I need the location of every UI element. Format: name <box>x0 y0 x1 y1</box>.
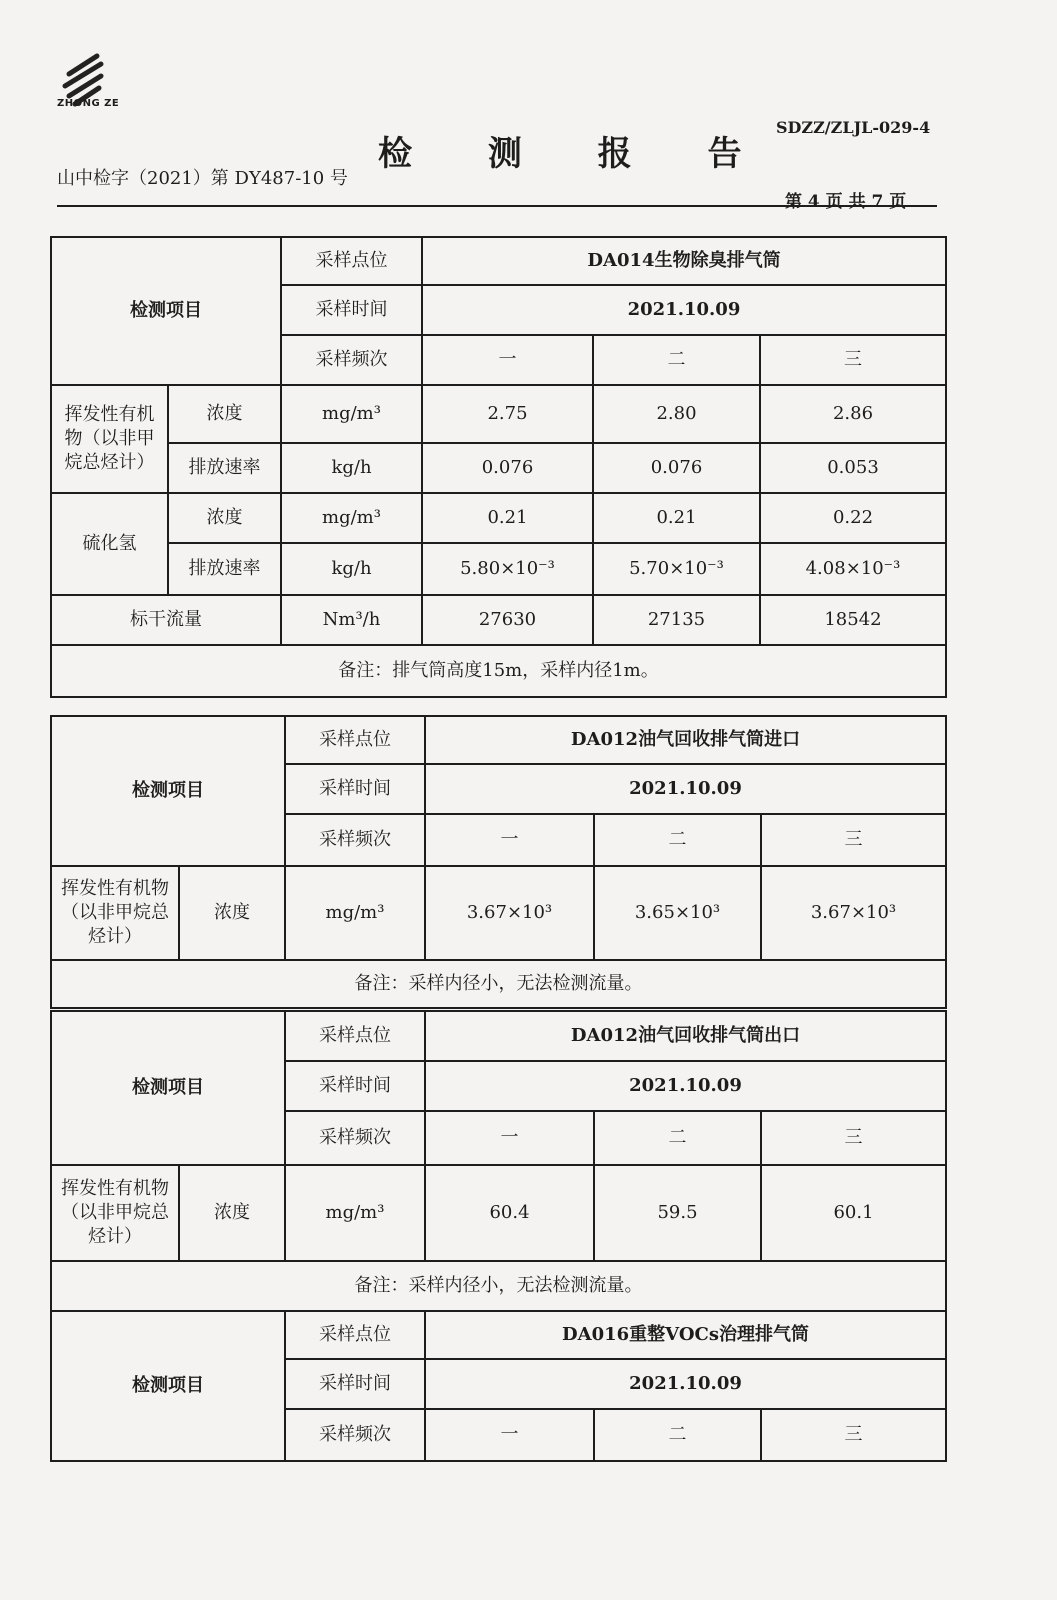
point-label: 采样点位 <box>285 1311 425 1359</box>
time-label: 采样时间 <box>285 1359 425 1409</box>
document-code: SDZZ/ZLJL-029-4 <box>776 118 931 137</box>
time-label: 采样时间 <box>281 285 422 335</box>
value-cell: 0.21 <box>422 493 593 543</box>
logo-text: ZHONG ZE <box>57 98 120 109</box>
item-header: 检测项目 <box>51 716 285 866</box>
value-cell: 27135 <box>593 595 760 645</box>
sampling-point: DA012油气回收排气筒出口 <box>425 1011 946 1061</box>
value-cell: 0.22 <box>760 493 946 543</box>
report-number: 山中检字（2021）第 DY487-10 号 <box>57 168 348 189</box>
unit-kg: kg/h <box>281 443 422 493</box>
conc-label: 浓度 <box>179 1165 285 1261</box>
time-label: 采样时间 <box>285 764 425 814</box>
conc-label: 浓度 <box>168 493 281 543</box>
remark: 备注：采样内径小，无法检测流量。 <box>51 960 946 1008</box>
freq-1: 一 <box>425 1409 594 1461</box>
freq-1: 一 <box>422 335 593 385</box>
value-cell: 2.86 <box>760 385 946 443</box>
value-cell: 5.70×10⁻³ <box>593 543 760 595</box>
remark: 备注：排气筒高度15m，采样内径1m。 <box>51 645 946 697</box>
results-table-da012-inlet <box>50 715 947 1009</box>
header-divider <box>57 205 937 207</box>
item-header: 检测项目 <box>51 237 281 385</box>
freq-3: 三 <box>761 814 946 866</box>
point-label: 采样点位 <box>285 716 425 764</box>
conc-label: 浓度 <box>168 385 281 443</box>
sampling-date: 2021.10.09 <box>425 1061 946 1111</box>
freq-label: 采样频次 <box>285 814 425 866</box>
freq-1: 一 <box>425 814 594 866</box>
freq-label: 采样频次 <box>285 1409 425 1461</box>
voc-label: 挥发性有机物（以非甲烷总烃计） <box>51 1165 179 1261</box>
results-table-da016 <box>50 1310 947 1462</box>
value-cell: 0.053 <box>760 443 946 493</box>
conc-label: 浓度 <box>179 866 285 960</box>
freq-2: 二 <box>594 1111 761 1165</box>
unit-mg: mg/m³ <box>285 866 425 960</box>
unit-mg: mg/m³ <box>281 385 422 443</box>
value-cell: 2.80 <box>593 385 760 443</box>
freq-2: 二 <box>594 814 761 866</box>
voc-label: 挥发性有机物（以非甲烷总烃计） <box>51 385 168 493</box>
results-table-da014 <box>50 236 947 698</box>
value-cell: 60.1 <box>761 1165 946 1261</box>
value-cell: 0.076 <box>422 443 593 493</box>
value-cell: 4.08×10⁻³ <box>760 543 946 595</box>
remark: 备注：采样内径小，无法检测流量。 <box>51 1261 946 1311</box>
unit-nm: Nm³/h <box>281 595 422 645</box>
sampling-date: 2021.10.09 <box>422 285 946 335</box>
flow-label: 标干流量 <box>51 595 281 645</box>
value-cell: 5.80×10⁻³ <box>422 543 593 595</box>
freq-3: 三 <box>761 1409 946 1461</box>
voc-label: 挥发性有机物（以非甲烷总烃计） <box>51 866 179 960</box>
time-label: 采样时间 <box>285 1061 425 1111</box>
value-cell: 3.65×10³ <box>594 866 761 960</box>
report-title: 检 测 报 告 <box>378 134 774 174</box>
h2s-label: 硫化氢 <box>51 493 168 595</box>
point-label: 采样点位 <box>281 237 422 285</box>
item-header: 检测项目 <box>51 1011 285 1165</box>
rate-label: 排放速率 <box>168 443 281 493</box>
value-cell: 2.75 <box>422 385 593 443</box>
rate-label: 排放速率 <box>168 543 281 595</box>
freq-3: 三 <box>761 1111 946 1165</box>
results-table-da012-outlet <box>50 1010 947 1312</box>
value-cell: 3.67×10³ <box>761 866 946 960</box>
sampling-date: 2021.10.09 <box>425 1359 946 1409</box>
sampling-point: DA012油气回收排气筒进口 <box>425 716 946 764</box>
value-cell: 59.5 <box>594 1165 761 1261</box>
freq-3: 三 <box>760 335 946 385</box>
freq-2: 二 <box>594 1409 761 1461</box>
item-header: 检测项目 <box>51 1311 285 1461</box>
point-label: 采样点位 <box>285 1011 425 1061</box>
freq-label: 采样频次 <box>281 335 422 385</box>
freq-1: 一 <box>425 1111 594 1165</box>
unit-kg: kg/h <box>281 543 422 595</box>
value-cell: 3.67×10³ <box>425 866 594 960</box>
sampling-point: DA014生物除臭排气筒 <box>422 237 946 285</box>
freq-label: 采样频次 <box>285 1111 425 1165</box>
value-cell: 27630 <box>422 595 593 645</box>
page-number: 第 4 页 共 7 页 <box>785 192 907 212</box>
freq-2: 二 <box>593 335 760 385</box>
value-cell: 0.076 <box>593 443 760 493</box>
sampling-point: DA016重整VOCs治理排气筒 <box>425 1311 946 1359</box>
value-cell: 18542 <box>760 595 946 645</box>
unit-mg: mg/m³ <box>281 493 422 543</box>
sampling-date: 2021.10.09 <box>425 764 946 814</box>
value-cell: 60.4 <box>425 1165 594 1261</box>
value-cell: 0.21 <box>593 493 760 543</box>
unit-mg: mg/m³ <box>285 1165 425 1261</box>
